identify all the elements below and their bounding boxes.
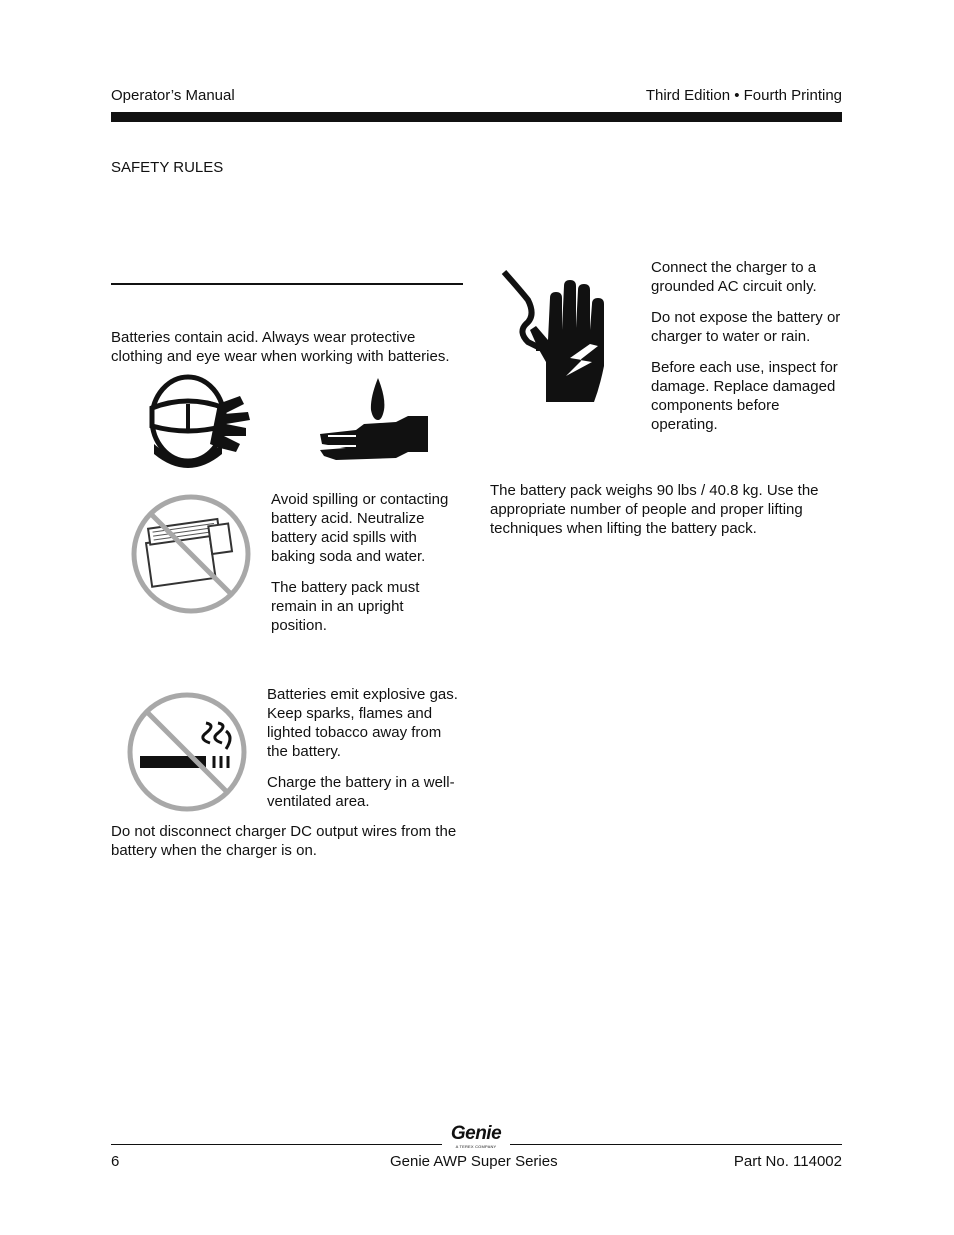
footer-rule-right xyxy=(510,1144,842,1145)
genie-logo xyxy=(446,1124,506,1149)
explosive-gas-block xyxy=(267,685,463,823)
battery-acid-intro: Batteries contain acid. Always wear protective clothing and eye wear when working with batteries. xyxy=(111,329,450,365)
page-number: 6 xyxy=(111,1153,120,1170)
footer-rule-left xyxy=(111,1144,442,1145)
acid-warning-text: Avoid spilling or contacting battery acid. Neutralize battery acid spills with baking soda and water. xyxy=(271,491,449,565)
part-number: Part No. 114002 xyxy=(733,1153,842,1170)
header-right: Third Edition • Fourth Printing xyxy=(645,87,842,104)
grounded-circuit-text: Connect the charger to a grounded AC circuit only. xyxy=(651,259,817,295)
no-tipping-battery-icon xyxy=(130,493,252,615)
water-rain-text: Do not expose the battery or charger to water or rain. xyxy=(651,309,841,345)
charger-disconnect-note: Do not disconnect charger DC output wires from the battery when the charger is on. xyxy=(111,823,457,859)
acid-drop-hand-icon xyxy=(316,376,431,466)
electrocution-hand-icon xyxy=(500,268,612,404)
acid-warning-block xyxy=(271,490,461,647)
no-smoking-icon xyxy=(126,691,248,813)
inspect-damage-text: Before each use, inspect for damage. Replace damaged components before operating. xyxy=(651,359,838,433)
battery-weight-note: The battery pack weighs 90 lbs / 40.8 kg. Use the appropriate number of people and proper lifting techniques when lifting the battery pack. xyxy=(490,482,819,537)
electrical-warning-block xyxy=(651,258,841,446)
footer-center-title: Genie AWP Super Series xyxy=(390,1153,558,1170)
ventilation-text: Charge the battery in a well-ventilated area. xyxy=(267,774,455,810)
genie-logo-subtext: A TEREX COMPANY xyxy=(455,1144,497,1149)
genie-logo-text: Genie xyxy=(450,1123,502,1144)
column-divider xyxy=(111,283,463,285)
goggles-glove-icon xyxy=(140,374,255,479)
upright-position-text: The battery pack must remain in an upright position. xyxy=(271,579,420,634)
header-left: Operator’s Manual xyxy=(111,87,235,104)
section-title: SAFETY RULES xyxy=(111,159,224,176)
header-rule xyxy=(111,112,842,122)
explosive-gas-text: Batteries emit explosive gas. Keep sparks, flames and lighted tobacco away from the battery. xyxy=(267,686,458,760)
